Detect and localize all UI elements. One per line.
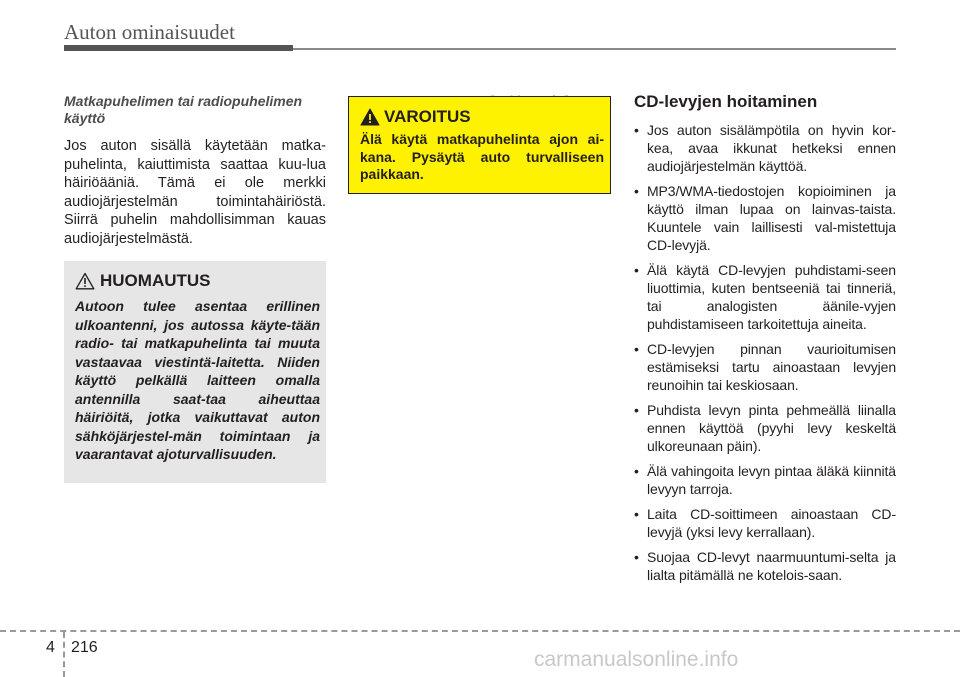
list-item: • MP3/WMA-tiedostojen kopioiminen ja käyttö ilman lupaa on lainvas-taista. Kuuntele vain laillisesti val-mistettuja CD-levyjä. [634,182,896,254]
chapter-number: 4 [46,639,55,656]
list-item: • CD-levyjen pinnan vaurioitumisen estämiseksi tartu ainoastaan levyjen reunoihin tai keskiosaan. [634,340,896,394]
watermark-bottom: carmanualsonline.info [534,648,739,671]
warning-triangle-filled-icon [360,108,380,126]
notice-title: HUOMAUTUS [100,271,211,290]
list-item: • Puhdista levyn pinta pehmeällä liinalla ennen käyttöä (pyyhi levy keskeltä ulkoreunaan päin). [634,401,896,455]
list-item: • Suojaa CD-levyt naarmuuntumi-selta ja lialta pitämällä ne kotelois-saan. [634,548,896,584]
page-number: 216 [71,639,98,656]
list-item: • Älä vahingoita levyn pintaa äläkä kiinnitä levyyn tarroja. [634,462,896,498]
warning-box [348,96,611,194]
header-rule [293,48,896,50]
caution-triangle-outline-icon [75,272,95,290]
list-item: • Jos auton sisälämpötila on hyvin kor-kea, avaa ikkunat hetkeksi ennen audiojärjestelmän käyttöä. [634,121,896,175]
warning-title: VAROITUS [384,107,471,126]
phone-section-body: Jos auton sisällä käytetään matka-puhelinta, kaiuttimista saattaa kuu-lua häiriöääniä. Tämä ei ole merkki audiojärjestelmän toimintahäiriöstä. Siirrä puhelin mahdollisimman kauas audiojärjestelmästä. [64,138,326,247]
header-title: Auton ominaisuudet [64,20,235,44]
notice-body: Autoon tulee asentaa erillinen ulkoantenni, jos autossa käyte-tään radio- tai matkapuhelinta tai muuta vastaavaa viestintä-laitetta. Niiden käyttö pelkällä laitteen omalla antennilla saat-taa aiheuttaa häiriöitä, jotka vaikuttavat auton sähköjärjestel-män toimintaan ja vaarantavat ajoturvallisuuden. [75,298,320,462]
warning-body: Älä käytä matkapuhelinta ajon ai-kana. Pysäytä auto turvalliseen paikkaan. [360,131,604,182]
phone-section [64,93,326,248]
list-item: • Laita CD-soittimeen ainoastaan CD-levyjä (yksi levy kerrallaan). [634,505,896,541]
cd-section [634,92,896,591]
notice-header [75,271,320,291]
cd-section-heading: CD-levyjen hoitaminen [634,92,818,111]
warning-header [360,107,604,127]
header-bar [64,45,293,51]
footer-page-divider [63,632,65,677]
footer-divider [0,630,960,632]
notice-box [64,261,326,483]
cd-care-list [634,121,896,584]
phone-section-heading: Matkapuhelimen tai radiopuhelimen käyttö [64,93,303,126]
list-item: • Älä käytä CD-levyjen puhdistami-seen liuottimia, kuten bentseeniä tai tinneriä, tai analogisten äänile-vyjen puhdistamiseen tarkoitettuja aineita. [634,261,896,333]
